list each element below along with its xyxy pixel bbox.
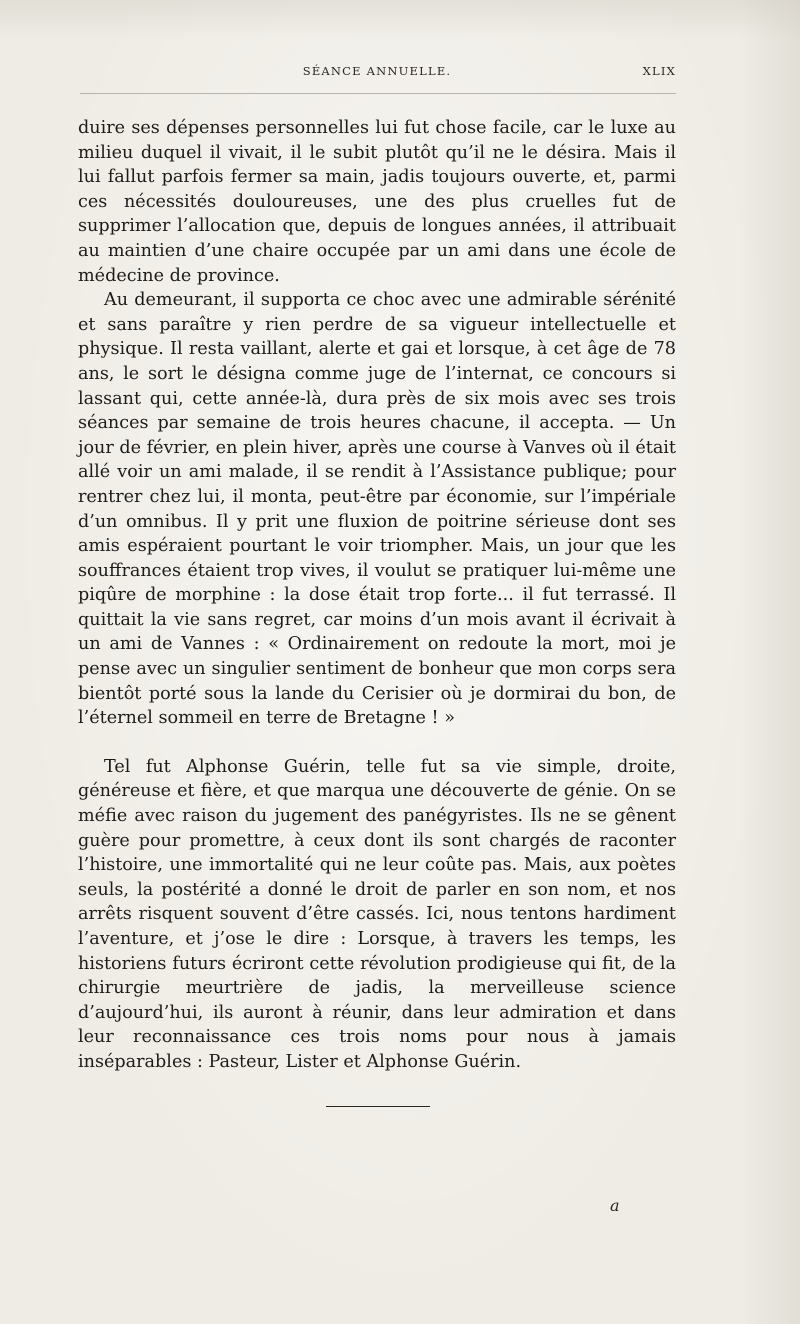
closing-rule [326, 1106, 430, 1107]
running-head [78, 64, 676, 84]
paragraph-continuation: duire ses dépenses personnelles lui fut chose facile, car le luxe au milieu duquel il vivait, il le subit plutôt qu’il ne le désira. Mais il lui fallut parfois fermer sa main, jadis toujours ouverte, et, parmi ces nécessités douloureuses, une des plus cruelles fut de supprimer l’allocation que, depuis de longues années, il attribuait au maintien d’une chaire occupée par un ami dans une école de médecine de province. [78, 118, 676, 286]
paragraph-conclusion: Tel fut Alphonse Guérin, telle fut sa vie simple, droite, généreuse et fière, et que marqua une découverte de génie. On se méfie avec raison du jugement des panégyristes. Ils ne se gênent guère pour promettre, à ceux dont ils sont chargés de raconter l’histoire, une immortalité qui ne leur coûte pas. Mais, aux poètes seuls, la postérité a donné le droit de parler en son nom, et nos arrêts risquent souvent d’être cassés. Ici, nous tentons hardiment l’aventure, et j’ose le dire : Lorsque, à travers les temps, les historiens futurs écriront cette révolution prodigieuse qui fit, de la chirurgie meurtrière de jadis, la merveilleuse science d’aujourd’hui, ils auront à réunir, dans leur admiration et dans leur reconnaissance ces trois noms pour nous à jamais inséparables : Pasteur, Lister et Alphonse Guérin. [78, 756, 676, 1072]
page-number: XLIX [642, 64, 676, 78]
header-rule [80, 93, 676, 94]
running-title: SÉANCE ANNUELLE. [302, 64, 452, 78]
page-edge-shadow-top [0, 0, 800, 40]
paragraph-final-illness: Au demeurant, il supporta ce choc avec une admirable sérénité et sans paraître y rien perdre de sa vigueur intellectuelle et physique. Il resta vaillant, alerte et gai et lorsque, à cet âge de 78 ans, le sort le désigna comme juge de l’internat, ce concours si lassant qui, cette année-là, dura près de six mois avec ses trois séances par semaine de trois heures chacune, il accepta. — Un jour de février, en plein hiver, après une course à Vanves où il était allé voir un ami malade, il se rendit à l’Assistance publique; pour rentrer chez lui, il monta, peut-être par économie, sur l’impériale d’un omnibus. Il y prit une fluxion de poitrine sérieuse dont ses amis espéraient pourtant le voir triompher. Mais, un jour que les souffrances étaient trop vives, il voulut se pratiquer lui-même une piqûre de morphine : la dose était trop forte... il fut terrassé. Il quittait la vie sans regret, car moins d’un mois avant il écrivait à un ami de Vannes : « Ordinairement on redoute la mort, moi je pense avec un singulier sentiment de bonheur que mon corps sera bientôt porté sous la lande du Cerisier où je dormirai du bon, de l’éternel sommeil en terre de Bretagne ! » [78, 290, 676, 729]
body-text [78, 116, 676, 1075]
page-edge-shadow-right [740, 0, 800, 1324]
signature-mark: a [610, 1196, 620, 1215]
